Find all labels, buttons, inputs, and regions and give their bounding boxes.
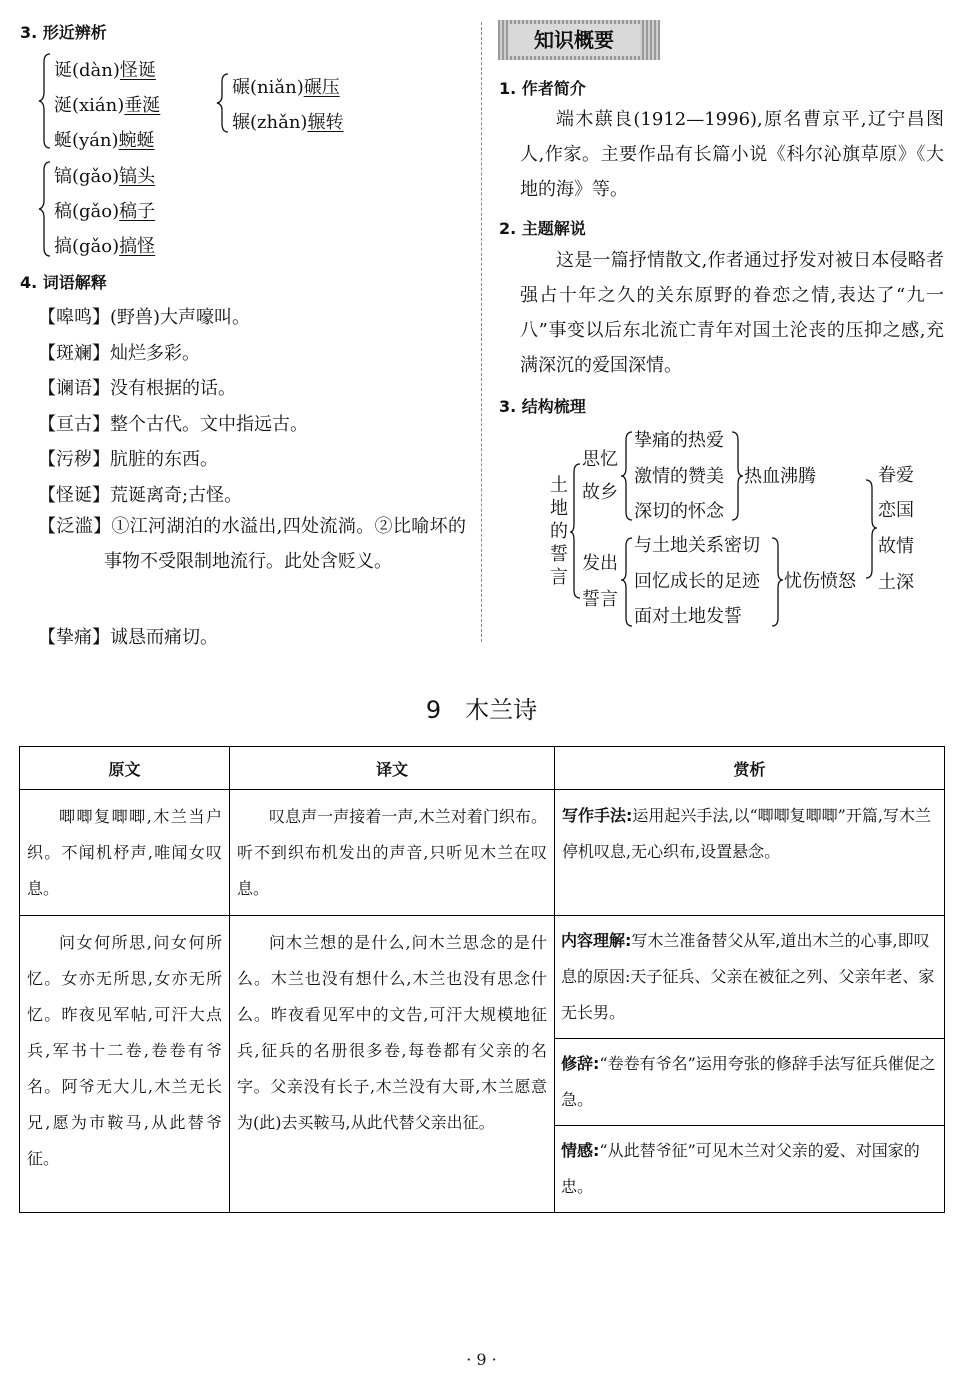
original-text: 问女何所思,问女何所忆。女亦无所思,女亦无所忆。昨夜见军帖,可汗大点兵,军书十二卷,卷卷有爷名。阿爷无大儿,木兰无长兄,愿为市鞍马,从此替爷征。 <box>27 933 222 1168</box>
final-item: 土深 <box>878 572 914 593</box>
char-entry: 镐(gǎo)镐头 <box>54 166 156 187</box>
brace-icon <box>621 538 632 626</box>
b2-item: 与土地关系密切 <box>634 535 760 556</box>
char-entry: 涎(xián)垂涎 <box>54 95 161 116</box>
diagram-root <box>550 475 568 588</box>
header-translation: 译文 <box>230 747 555 790</box>
structure-diagram <box>540 420 940 640</box>
brace-icon <box>38 160 52 258</box>
vocab-item: 【污秽】肮脏的东西。 <box>38 449 218 470</box>
analysis-text: 运用起兴手法,以“唧唧复唧唧”开篇,写木兰停机叹息,无心织布,设置悬念。 <box>562 806 931 861</box>
branch-label: 故乡 <box>582 482 618 503</box>
b2-item: 回忆成长的足迹 <box>634 571 760 592</box>
vocab-item: 【谰语】没有根据的话。 <box>38 378 236 399</box>
char-entry: 辗(zhǎn)辗转 <box>232 112 344 133</box>
analysis-label: 内容理解: <box>561 931 632 950</box>
brace-icon <box>216 72 230 134</box>
char-entry: 稿(gǎo)稿子 <box>54 201 156 222</box>
char-entry: 搞(gǎo)搞怪 <box>54 236 156 257</box>
vocab-item: 【嗥鸣】(野兽)大声嚎叫。 <box>38 307 251 328</box>
lesson-title: 9 木兰诗 <box>425 696 538 724</box>
vocab-item: 【怪诞】荒诞离奇;古怪。 <box>38 485 243 506</box>
section-title-vocab: 4. 词语解释 <box>20 273 107 292</box>
root-char: 言 <box>550 567 568 588</box>
brace-icon <box>866 480 877 578</box>
table-row <box>20 790 945 916</box>
b1-result: 热血沸腾 <box>744 466 816 487</box>
section-title-author: 1. 作者简介 <box>499 79 586 98</box>
header-original: 原文 <box>20 747 230 790</box>
root-char: 的 <box>550 521 568 542</box>
section-title-structure: 3. 结构梳理 <box>499 397 586 416</box>
page-number: · 9 · <box>466 1350 497 1369</box>
analysis-block <box>556 791 943 877</box>
analysis-label: 情感: <box>561 1141 600 1160</box>
section-title-theme: 2. 主题解说 <box>499 219 586 238</box>
table-row <box>20 916 945 1213</box>
table-header-row <box>20 747 945 790</box>
vocab-item: 【亘古】整个古代。文中指远古。 <box>38 414 308 435</box>
b2-result: 忧伤愤怒 <box>784 571 856 592</box>
translation-text: 问木兰想的是什么,问木兰思念的是什么。木兰也没有想什么,木兰也没有思念什么。昨夜看见军中的文告,可汗大规模地征兵,征兵的名册很多卷,每卷都有父亲的名字。父亲没有长子,木兰没有大哥,木兰愿意为(此)去买鞍马,从此代替父亲出征。 <box>237 933 547 1132</box>
brace-icon <box>570 464 580 598</box>
b1-item: 挚痛的热爱 <box>634 430 724 451</box>
section-title-similar-chars: 3. 形近辨析 <box>20 23 107 42</box>
root-char: 土 <box>550 475 568 496</box>
branch-label: 誓言 <box>582 589 618 610</box>
b1-item: 深切的怀念 <box>634 501 724 522</box>
vocab-item: 【泛滥】①江河湖泊的水溢出,四处流淌。②比喻坏的事物不受限制地流行。此处含贬义。 <box>38 516 466 572</box>
analysis-block <box>555 1125 944 1212</box>
vocab-item: 【斑斓】灿烂多彩。 <box>38 343 200 364</box>
banner-title: 知识概要 <box>508 24 640 56</box>
translation-text: 叹息声一声接着一声,木兰对着门织布。听不到织布机发出的声音,只听见木兰在叹息。 <box>237 807 547 898</box>
section-banner <box>498 20 660 60</box>
branch-label: 思忆 <box>582 449 618 470</box>
char-entry: 诞(dàn)怪诞 <box>54 60 156 81</box>
theme-text: 这是一篇抒情散文,作者通过抒发对被日本侵略者强占十年之久的关东原野的眷恋之情,表达了“九一八”事变以后东北流亡青年对国土沦丧的压抑之感,充满深沉的爱国深情。 <box>520 250 944 376</box>
original-text: 唧唧复唧唧,木兰当户织。不闻机杼声,唯闻女叹息。 <box>27 807 222 898</box>
branch-label: 发出 <box>582 553 618 574</box>
char-entry: 碾(niǎn)碾压 <box>232 77 340 98</box>
brace-icon <box>38 52 52 150</box>
text-analysis-table <box>19 746 945 1213</box>
analysis-text: “卷卷有爷名”运用夸张的修辞手法写征兵催促之急。 <box>561 1054 936 1109</box>
analysis-label: 修辞: <box>561 1054 600 1073</box>
brace-icon <box>621 432 632 520</box>
final-item: 故情 <box>878 536 914 557</box>
column-divider <box>481 22 482 642</box>
analysis-text: “从此替爷征”可见木兰对父亲的爱、对国家的忠。 <box>561 1141 920 1196</box>
author-intro: 端木蕻良(1912—1996),原名曹京平,辽宁昌图人,作家。主要作品有长篇小说《科尔沁旗草原》《大地的海》等。 <box>520 109 944 200</box>
final-item: 恋国 <box>878 500 914 521</box>
analysis-label: 写作手法: <box>562 806 633 825</box>
analysis-block <box>555 1038 944 1125</box>
b2-item: 面对土地发誓 <box>634 606 742 627</box>
char-entry: 蜒(yán)蜿蜒 <box>54 130 155 151</box>
header-analysis: 赏析 <box>555 747 945 790</box>
analysis-text: 写木兰准备替父从军,道出木兰的心事,即叹息的原因:天子征兵、父亲在被征之列、父亲年老、家无长男。 <box>561 931 935 1022</box>
vocab-item: 【挚痛】诚恳而痛切。 <box>38 627 218 648</box>
b1-item: 激情的赞美 <box>634 466 724 487</box>
root-char: 誓 <box>550 544 568 565</box>
analysis-block <box>555 916 944 1038</box>
brace-icon <box>732 432 743 520</box>
final-item: 眷爱 <box>878 465 914 486</box>
brace-icon <box>772 538 783 626</box>
root-char: 地 <box>550 498 568 519</box>
